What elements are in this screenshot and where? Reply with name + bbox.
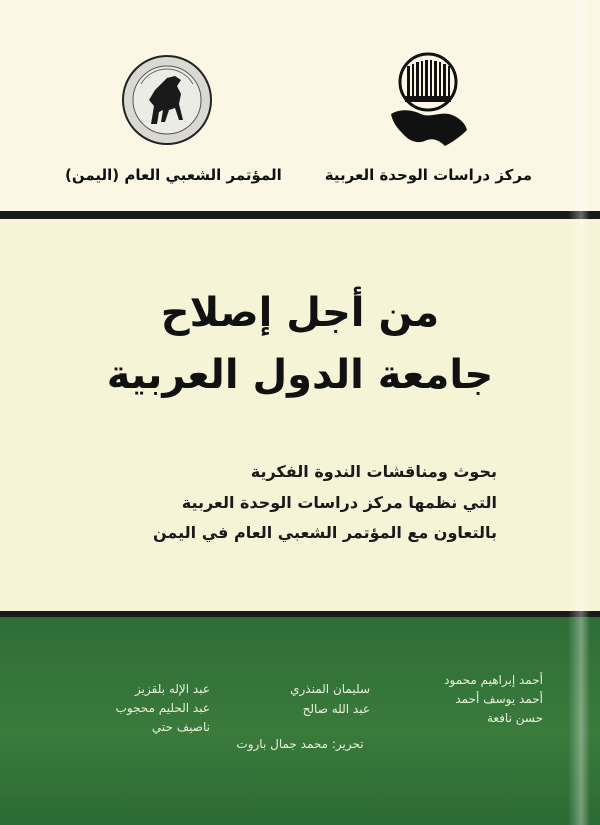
author-name: عبد الإله بلقزيز	[135, 682, 210, 696]
subtitle-line-2: التي نظمها مركز دراسات الوحدة العربية	[181, 493, 497, 512]
author-name: أحمد إبراهيم محمود	[444, 673, 543, 687]
top-divider	[0, 211, 600, 219]
editor-credit: تحرير: محمد جمال باروت	[236, 737, 364, 751]
ccas-logo-icon	[383, 52, 473, 152]
publisher-name-ccas: مركز دراسات الوحدة العربية	[324, 166, 532, 184]
author-name: سليمان المنذري	[290, 682, 370, 696]
author-name: ناصيف حتي	[151, 720, 210, 734]
publisher-name-gpc: المؤتمر الشعبي العام (اليمن)	[65, 166, 282, 184]
book-title-line-2: جامعة الدول العربية	[106, 352, 494, 398]
subtitle-line-1: بحوث ومناقشات الندوة الفكرية	[250, 462, 497, 481]
author-name: عبد الله صالح	[302, 702, 370, 716]
author-name: عبد الحليم محجوب	[115, 701, 210, 715]
author-name: حسن نافعة	[486, 711, 543, 725]
author-name: أحمد يوسف أحمد	[455, 692, 543, 706]
book-title-line-1: من أجل إصلاح	[160, 290, 440, 336]
gpc-seal-icon	[121, 54, 213, 146]
subtitle-line-3: بالتعاون مع المؤتمر الشعبي العام في اليمن	[153, 523, 497, 542]
title-band	[0, 219, 600, 614]
